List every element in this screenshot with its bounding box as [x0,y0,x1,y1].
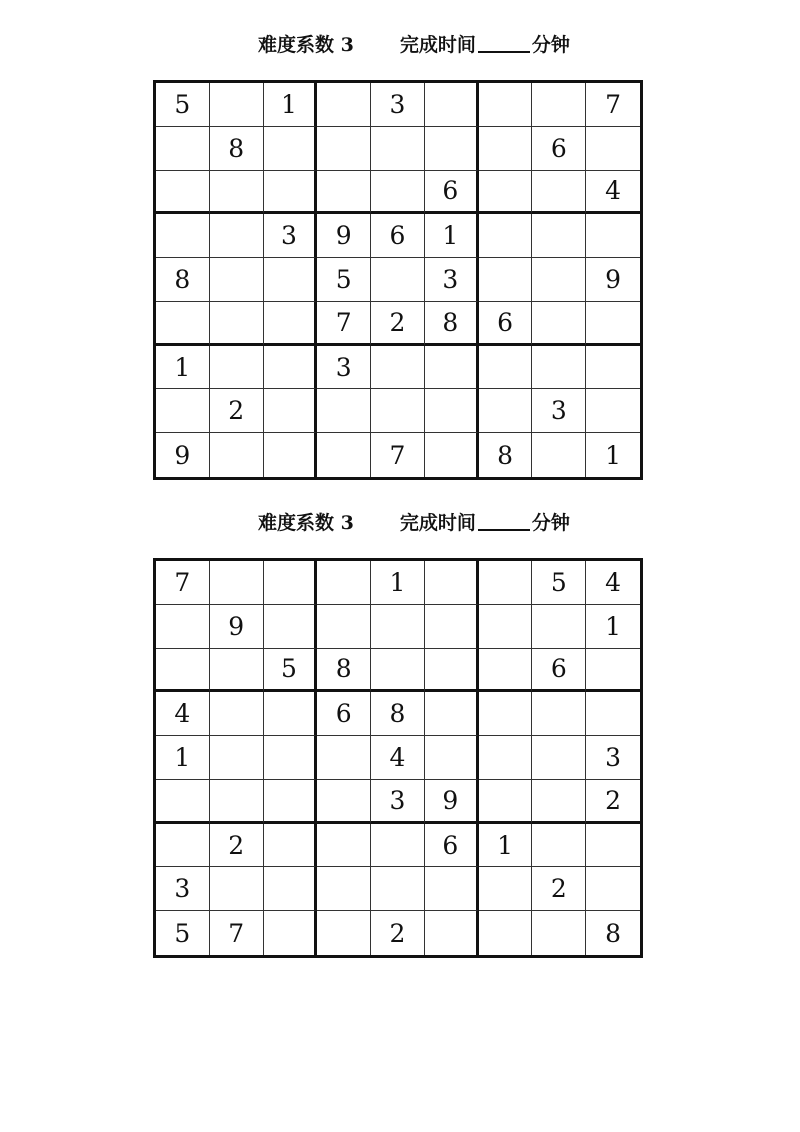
sudoku-cell[interactable] [425,649,479,693]
sudoku-cell[interactable]: 1 [156,736,210,780]
sudoku-cell[interactable] [317,824,371,868]
sudoku-cell[interactable]: 5 [264,649,318,693]
sudoku-cell[interactable] [532,433,586,477]
sudoku-cell[interactable]: 9 [156,433,210,477]
sudoku-cell[interactable] [317,83,371,127]
sudoku-cell[interactable] [479,214,533,258]
sudoku-cell[interactable] [156,824,210,868]
sudoku-cell[interactable] [371,605,425,649]
sudoku-cell[interactable] [210,649,264,693]
sudoku-cell[interactable] [532,302,586,346]
sudoku-cell[interactable]: 3 [371,83,425,127]
sudoku-cell[interactable] [210,780,264,824]
sudoku-cell[interactable] [264,302,318,346]
sudoku-cell[interactable] [479,346,533,390]
sudoku-cell[interactable]: 1 [156,346,210,390]
sudoku-cell[interactable] [532,911,586,955]
sudoku-cell[interactable]: 8 [479,433,533,477]
sudoku-cell[interactable] [317,171,371,215]
sudoku-cell[interactable] [210,83,264,127]
time-blank-field[interactable] [478,33,530,53]
time-unit-label: 分钟 [531,33,570,56]
sudoku-cell[interactable]: 3 [425,258,479,302]
sudoku-cell[interactable]: 1 [479,824,533,868]
sudoku-cell[interactable]: 6 [425,824,479,868]
sudoku-cell[interactable]: 1 [425,214,479,258]
sudoku-cell[interactable] [425,346,479,390]
difficulty-label: 难度系数 3 [258,33,354,56]
sudoku-cell[interactable]: 3 [264,214,318,258]
sudoku-cell[interactable]: 4 [371,736,425,780]
sudoku-cell[interactable] [210,214,264,258]
sudoku-cell[interactable]: 4 [586,171,640,215]
puzzle-header [258,508,570,534]
sudoku-cell[interactable] [479,736,533,780]
sudoku-cell[interactable]: 3 [317,346,371,390]
difficulty-label: 难度系数 3 [258,511,354,534]
sudoku-cell[interactable] [586,692,640,736]
sudoku-cell[interactable] [586,649,640,693]
sudoku-cell[interactable] [425,911,479,955]
puzzle-header [258,30,570,56]
sudoku-cell[interactable]: 3 [156,867,210,911]
sudoku-cell[interactable] [425,867,479,911]
sudoku-cell[interactable] [317,780,371,824]
sudoku-cell[interactable] [210,433,264,477]
sudoku-cell[interactable] [371,867,425,911]
sudoku-cell[interactable] [371,258,425,302]
sudoku-cell[interactable] [479,561,533,605]
sudoku-cell[interactable] [425,389,479,433]
sudoku-cell[interactable] [586,214,640,258]
sudoku-cell[interactable] [479,692,533,736]
sudoku-cell[interactable] [264,911,318,955]
sudoku-cell[interactable] [264,780,318,824]
sudoku-cell[interactable] [264,605,318,649]
sudoku-cell[interactable] [317,433,371,477]
sudoku-cell[interactable] [264,127,318,171]
sudoku-cell[interactable]: 8 [605,918,622,948]
sudoku-cell[interactable] [532,605,586,649]
completion-time-label: 完成时间 [399,33,476,56]
sudoku-cell[interactable] [371,171,425,215]
sudoku-cell[interactable] [532,258,586,302]
sudoku-cell[interactable]: 9 [317,214,371,258]
sudoku-cell[interactable] [317,389,371,433]
sudoku-cell[interactable]: 7 [156,561,210,605]
time-unit-label: 分钟 [531,511,570,534]
sudoku-cell[interactable]: 5 [156,83,210,127]
sudoku-cell[interactable]: 1 [371,561,425,605]
sudoku-cell[interactable] [264,561,318,605]
sudoku-cell[interactable] [425,83,479,127]
sudoku-cell[interactable] [532,736,586,780]
sudoku-cell[interactable] [479,258,533,302]
time-blank-field[interactable] [478,511,530,531]
sudoku-cell[interactable] [264,389,318,433]
sudoku-cell[interactable]: 3 [532,389,586,433]
sudoku-cell[interactable] [425,127,479,171]
sudoku-cell[interactable] [532,780,586,824]
sudoku-cell[interactable] [479,171,533,215]
sudoku-cell[interactable]: 6 [317,692,371,736]
sudoku-cell[interactable]: 2 [586,780,640,824]
sudoku-cell[interactable] [210,302,264,346]
sudoku-cell[interactable] [479,389,533,433]
sudoku-cell[interactable]: 2 [371,302,425,346]
sudoku-cell[interactable] [425,433,479,477]
sudoku-cell[interactable]: 5 [317,258,371,302]
sudoku-cell[interactable] [425,561,479,605]
sudoku-cell[interactable] [210,258,264,302]
sudoku-cell[interactable] [210,692,264,736]
sudoku-grid [153,558,643,958]
sudoku-cell[interactable] [156,214,210,258]
sudoku-cell[interactable] [317,736,371,780]
sudoku-cell[interactable]: 3 [371,780,425,824]
sudoku-cell[interactable] [371,127,425,171]
sudoku-cell[interactable]: 5 [532,561,586,605]
sudoku-cell[interactable]: 1 [605,440,622,470]
sudoku-cell[interactable] [479,649,533,693]
sudoku-cell[interactable]: 8 [210,127,264,171]
sudoku-cell[interactable] [371,649,425,693]
sudoku-cell[interactable] [264,346,318,390]
sudoku-cell[interactable] [586,302,640,346]
sudoku-cell[interactable]: 7 [586,83,640,127]
sudoku-cell[interactable]: 3 [586,736,640,780]
sudoku-cell[interactable] [586,867,640,911]
sudoku-cell[interactable]: 4 [586,561,640,605]
sudoku-cell[interactable] [479,867,533,911]
sudoku-cell[interactable]: 2 [371,911,425,955]
sudoku-cell[interactable]: 1 [586,605,640,649]
sudoku-cell[interactable] [156,605,210,649]
sudoku-cell[interactable] [479,605,533,649]
sudoku-cell[interactable]: 9 [210,605,264,649]
sudoku-cell[interactable]: 5 [156,911,210,955]
sudoku-cell[interactable] [425,605,479,649]
sudoku-cell[interactable] [586,346,640,390]
sudoku-cell[interactable] [532,171,586,215]
sudoku-cell[interactable] [532,346,586,390]
completion-time-label: 完成时间 [399,511,476,534]
sudoku-cell[interactable] [210,171,264,215]
sudoku-cell[interactable] [264,824,318,868]
sudoku-cell[interactable]: 1 [264,83,318,127]
sudoku-cell[interactable] [210,346,264,390]
sudoku-cell[interactable]: 2 [532,867,586,911]
sudoku-cell[interactable]: 8 [425,302,479,346]
sudoku-cell[interactable] [156,127,210,171]
sudoku-cell[interactable] [156,302,210,346]
sudoku-cell[interactable] [586,127,640,171]
sudoku-cell[interactable] [532,824,586,868]
sudoku-cell[interactable] [156,649,210,693]
sudoku-cell[interactable] [264,171,318,215]
sudoku-cell[interactable] [156,389,210,433]
sudoku-cell[interactable] [371,346,425,390]
sudoku-cell[interactable]: 6 [479,302,533,346]
sudoku-cell[interactable]: 8 [317,649,371,693]
sudoku-cell[interactable]: 7 [371,433,425,477]
sudoku-cell[interactable] [586,824,640,868]
sudoku-cell[interactable] [532,214,586,258]
sudoku-cell[interactable] [425,736,479,780]
sudoku-cell[interactable] [264,692,318,736]
sudoku-cell[interactable] [210,561,264,605]
sudoku-cell[interactable] [479,127,533,171]
sudoku-cell[interactable] [317,911,371,955]
sudoku-cell[interactable] [264,433,318,477]
sudoku-cell[interactable]: 9 [586,258,640,302]
sudoku-cell[interactable] [586,389,640,433]
sudoku-cell[interactable] [479,83,533,127]
sudoku-cell[interactable]: 6 [532,127,586,171]
sudoku-cell[interactable]: 7 [317,302,371,346]
sudoku-cell[interactable] [479,780,533,824]
sudoku-cell[interactable]: 4 [156,692,210,736]
sudoku-cell[interactable] [317,561,371,605]
sudoku-cell[interactable] [425,692,479,736]
sudoku-cell[interactable]: 2 [210,389,264,433]
sudoku-cell[interactable] [371,824,425,868]
sudoku-cell[interactable] [317,867,371,911]
sudoku-grid [153,80,643,480]
sudoku-cell[interactable]: 2 [210,824,264,868]
sudoku-cell[interactable] [264,258,318,302]
sudoku-cell[interactable] [264,736,318,780]
sudoku-cell[interactable]: 6 [371,214,425,258]
sudoku-cell[interactable] [317,605,371,649]
sudoku-cell[interactable] [532,83,586,127]
sudoku-cell[interactable] [317,127,371,171]
sudoku-cell[interactable]: 8 [371,692,425,736]
sudoku-cell[interactable] [371,389,425,433]
sudoku-cell[interactable] [210,736,264,780]
sudoku-cell[interactable]: 6 [532,649,586,693]
sudoku-cell[interactable]: 9 [425,780,479,824]
sudoku-cell[interactable] [264,867,318,911]
sudoku-cell[interactable] [210,867,264,911]
sudoku-cell[interactable]: 7 [210,911,264,955]
sudoku-cell[interactable]: 8 [156,258,210,302]
sudoku-cell[interactable] [479,911,533,955]
sudoku-cell[interactable] [156,171,210,215]
sudoku-cell[interactable]: 6 [425,171,479,215]
sudoku-cell[interactable] [156,780,210,824]
sudoku-cell[interactable] [532,692,586,736]
